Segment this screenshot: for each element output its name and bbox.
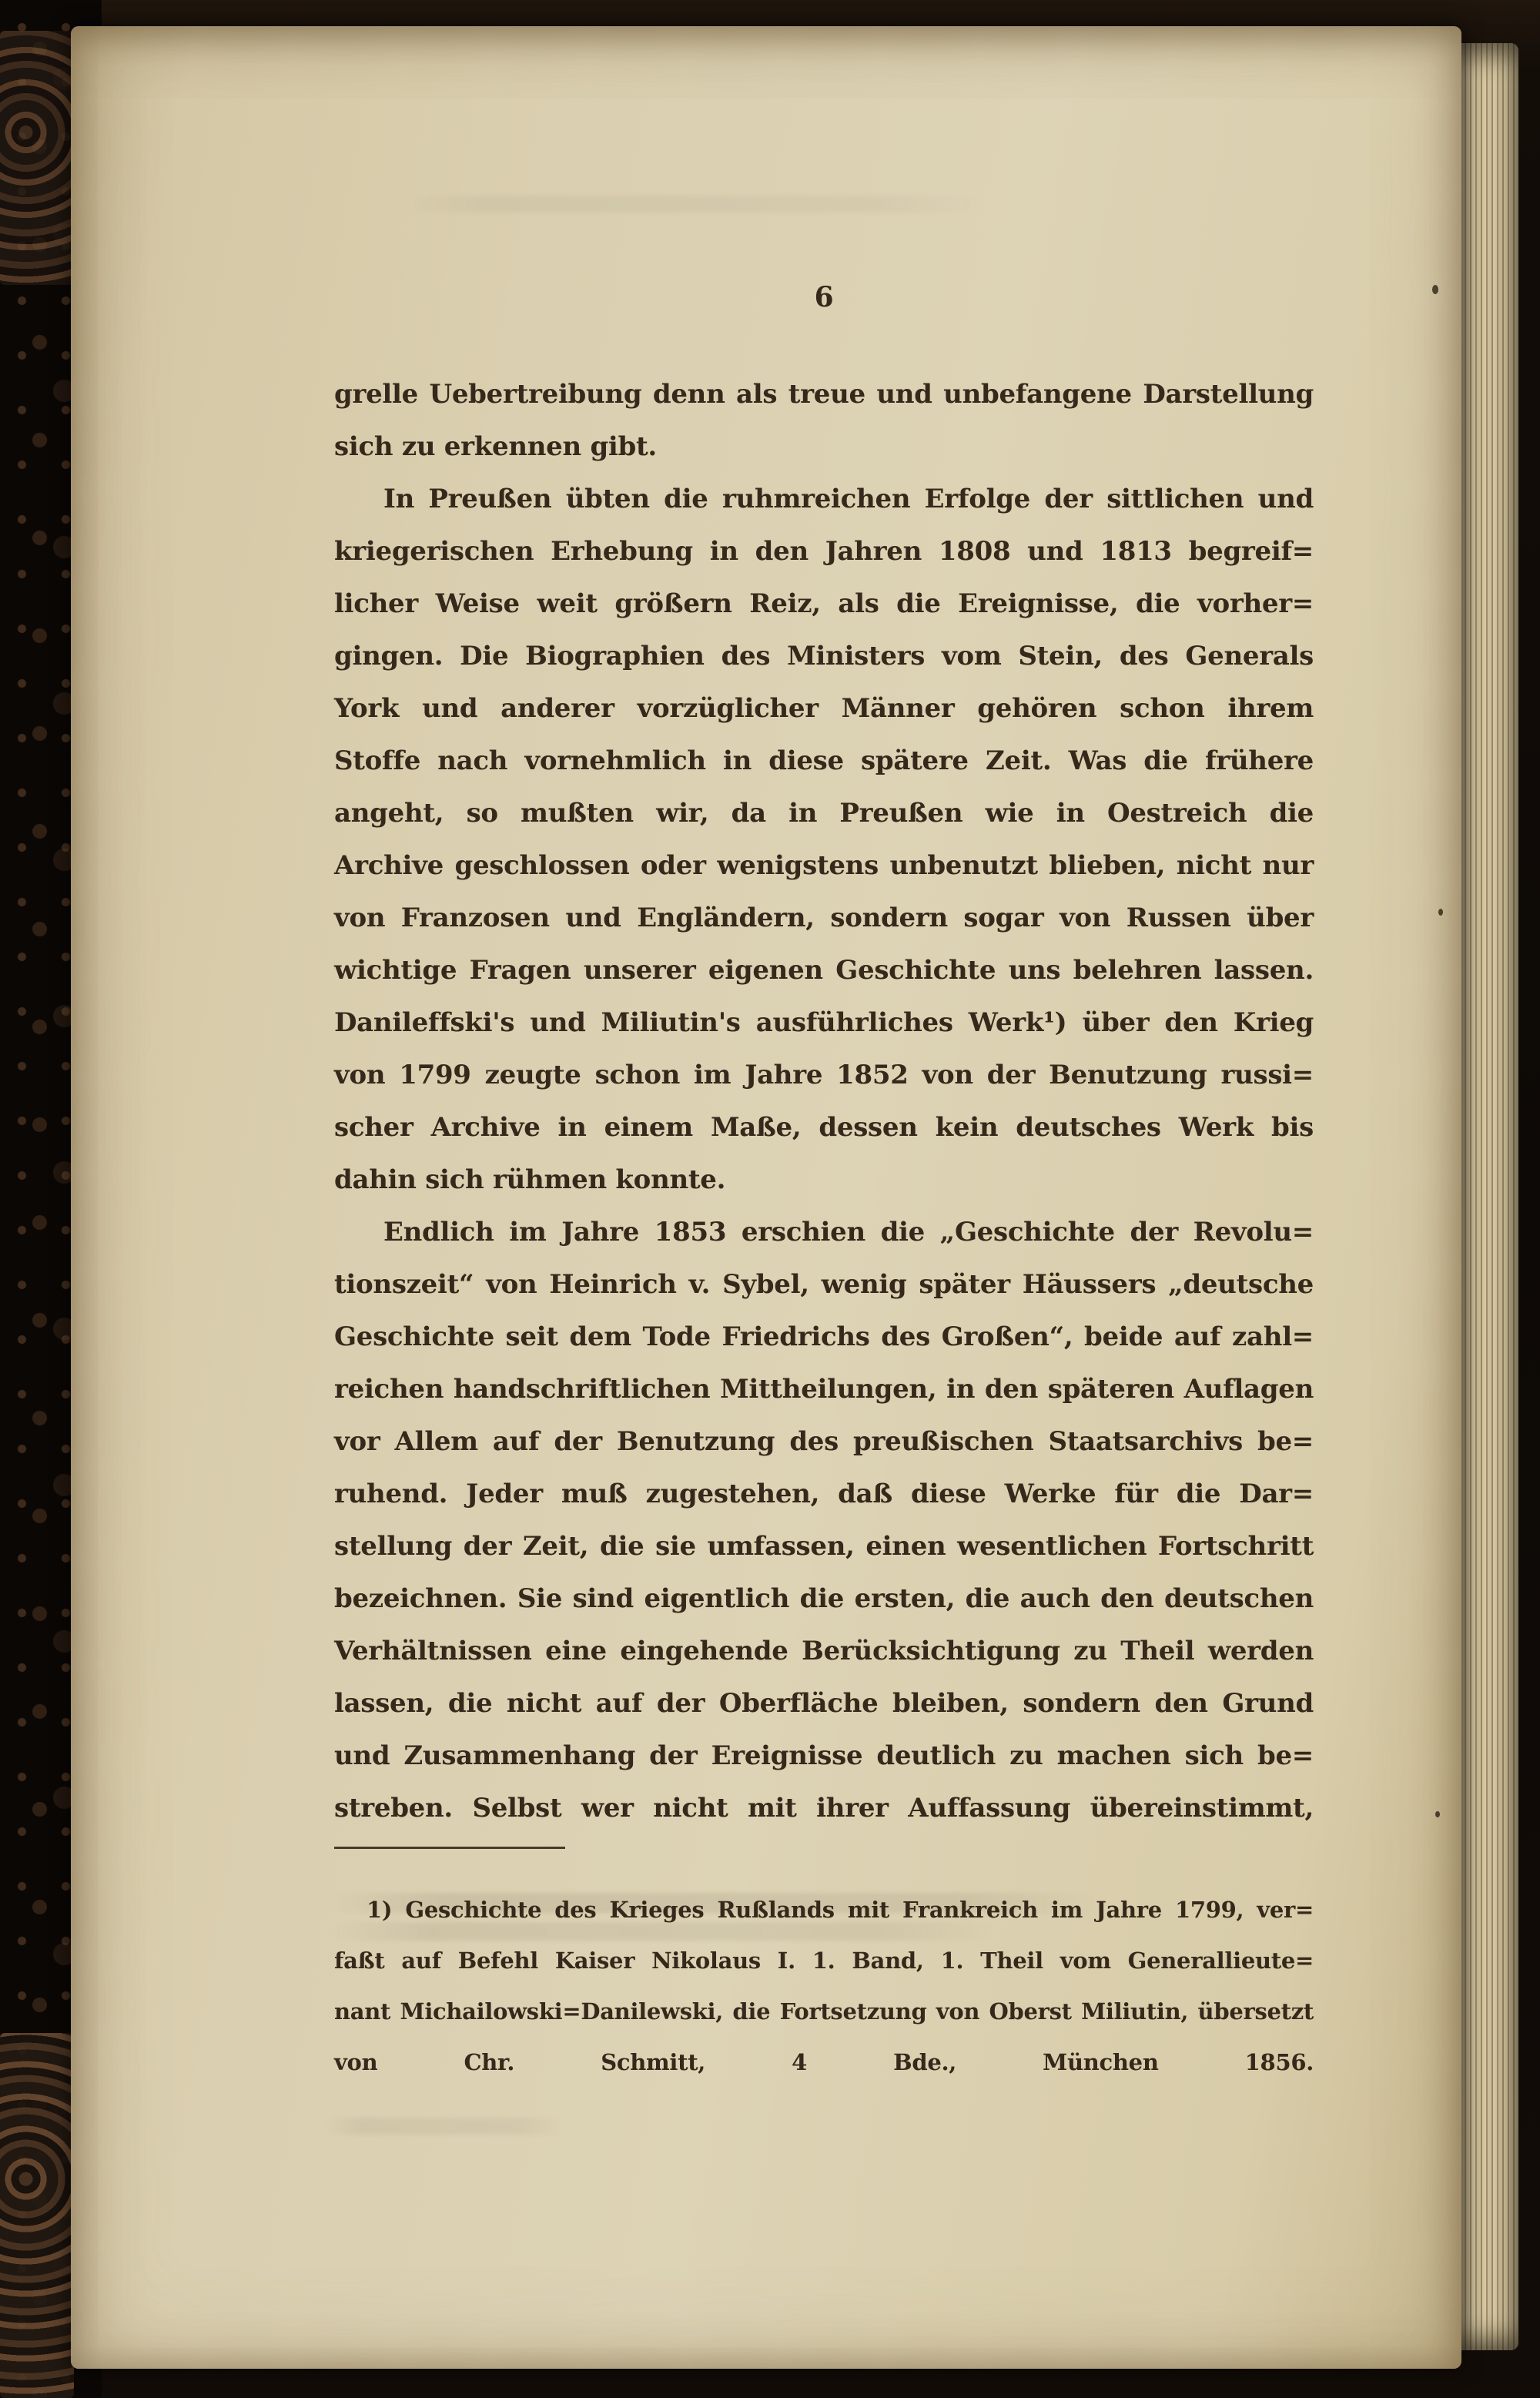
text-line: ruhend. Jeder muß zugestehen, daß diese Werke für die Dar=	[334, 1479, 1314, 1509]
text-line: tionszeit“ von Heinrich v. Sybel, wenig später Häussers „deutsche	[334, 1269, 1314, 1300]
text-line: York und anderer vorzüglicher Männer gehören schon ihrem	[334, 693, 1314, 724]
text-line: Danileffski's und Miliutin's ausführliches Werk¹) über den Krieg	[334, 1007, 1314, 1038]
bleed-through-mark	[325, 2118, 564, 2135]
footnote-line: faßt auf Befehl Kaiser Nikolaus I. 1. Band, 1. Theil vom Generallieute=	[334, 1948, 1314, 1974]
text-line: reichen handschriftlichen Mittheilungen, in den späteren Auflagen	[334, 1374, 1314, 1405]
body-text	[334, 368, 1314, 1834]
text-line: Geschichte seit dem Tode Friedrichs des Großen“, beide auf zahl=	[334, 1321, 1314, 1352]
text-line: sich zu erkennen gibt.	[334, 431, 657, 462]
book-page	[71, 26, 1461, 2369]
ink-speck	[1435, 1811, 1440, 1817]
text-line: bezeichnen. Sie sind eigentlich die ersten, die auch den deutschen	[334, 1583, 1314, 1614]
text-line: angeht, so mußten wir, da in Preußen wie in Oestreich die	[334, 798, 1314, 829]
text-line: streben. Selbst wer nicht mit ihrer Auffassung übereinstimmt,	[334, 1793, 1314, 1824]
text-line: grelle Uebertreibung denn als treue und unbefangene Darstellung	[334, 379, 1314, 410]
text-line: vor Allem auf der Benutzung des preußischen Staatsarchivs be=	[334, 1426, 1314, 1457]
marbled-cover-texture-top	[0, 31, 74, 285]
footnote-line: nant Michailowski=Danilewski, die Fortsetzung von Oberst Miliutin, übersetzt	[334, 1998, 1314, 2025]
footnote-separator-rule	[334, 1847, 565, 1849]
text-line: licher Weise weit größern Reiz, als die Ereignisse, die vorher=	[334, 588, 1314, 619]
text-line: Verhältnissen eine eingehende Berücksichtigung zu Theil werden	[334, 1636, 1314, 1666]
footnote-line: von Chr. Schmitt, 4 Bde., München 1856.	[334, 2049, 1314, 2075]
page-content	[334, 280, 1314, 2088]
text-line: Stoffe nach vornehmlich in diese spätere Zeit. Was die frühere	[334, 745, 1314, 776]
footnote-text	[334, 1884, 1314, 2088]
text-line: Archive geschlossen oder wenigstens unbenutzt blieben, nicht nur	[334, 850, 1314, 881]
text-line: lassen, die nicht auf der Oberfläche bleiben, sondern den Grund	[334, 1688, 1314, 1719]
text-line: von Franzosen und Engländern, sondern sogar von Russen über	[334, 903, 1314, 933]
bleed-through-mark	[402, 196, 987, 213]
text-line: scher Archive in einem Maße, dessen kein deutsches Werk bis	[334, 1112, 1314, 1143]
text-line: wichtige Fragen unserer eigenen Geschichte uns belehren lassen.	[334, 955, 1314, 986]
text-line: kriegerischen Erhebung in den Jahren 1808 und 1813 begreif=	[334, 536, 1314, 567]
footnote-line: 1) Geschichte des Krieges Rußlands mit Frankreich im Jahre 1799, ver=	[367, 1897, 1314, 1923]
page-edges-stack	[1455, 43, 1518, 2350]
text-line: stellung der Zeit, die sie umfassen, einen wesentlichen Fortschritt	[334, 1531, 1314, 1562]
ink-speck	[1432, 285, 1438, 294]
text-line: von 1799 zeugte schon im Jahre 1852 von der Benutzung russi=	[334, 1060, 1314, 1090]
text-line: In Preußen übten die ruhmreichen Erfolge der sittlichen und	[383, 484, 1314, 514]
text-line: und Zusammenhang der Ereignisse deutlich zu machen sich be=	[334, 1740, 1314, 1771]
ink-speck	[1438, 909, 1443, 916]
text-line: Endlich im Jahre 1853 erschien die „Geschichte der Revolu=	[383, 1217, 1314, 1248]
page-number: 6	[814, 281, 834, 313]
marbled-cover-texture-bottom	[0, 2033, 74, 2398]
text-line: dahin sich rühmen konnte.	[334, 1164, 726, 1195]
text-line: gingen. Die Biographien des Ministers vom Stein, des Generals	[334, 641, 1314, 672]
